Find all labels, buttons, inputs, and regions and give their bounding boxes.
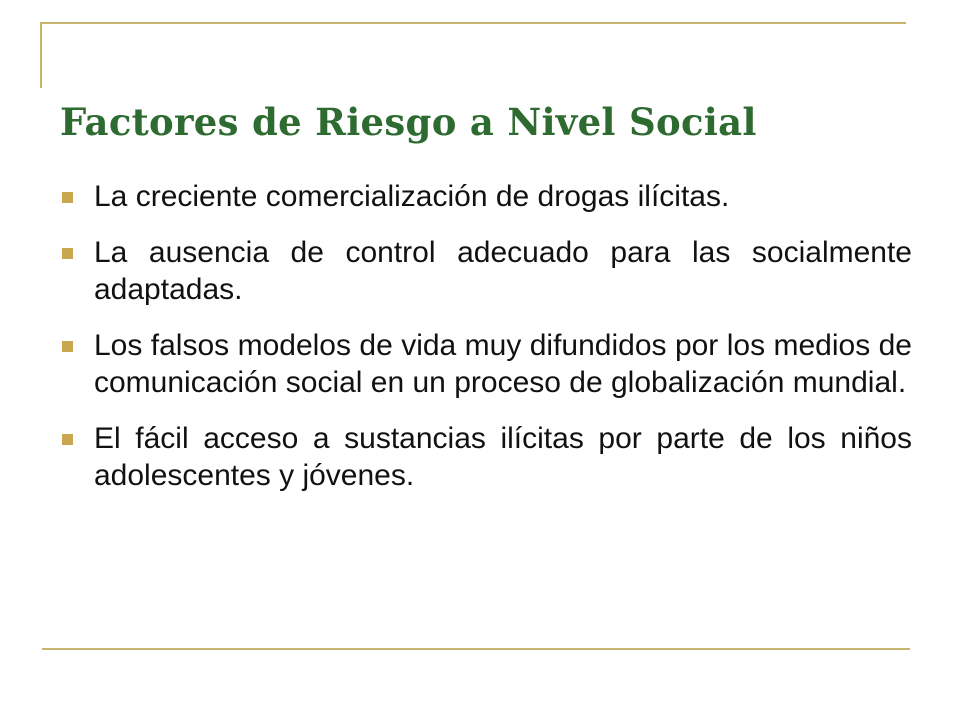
frame-bottom-line (42, 648, 910, 650)
square-bullet-icon (62, 434, 73, 445)
bullet-text: Los falsos modelos de vida muy difundidos por los medios de comunicación social en un proceso de globalización mundial. (94, 329, 912, 399)
bullet-text: La ausencia de control adecuado para las socialmente adaptadas. (94, 236, 912, 306)
frame-top-line (40, 22, 906, 24)
bullet-item (60, 420, 912, 494)
square-bullet-icon (62, 192, 73, 203)
bullet-item (60, 327, 912, 401)
square-bullet-icon (62, 248, 73, 259)
bullet-text: La creciente comercialización de drogas ilícitas. (94, 180, 730, 213)
square-bullet-icon (62, 341, 73, 352)
frame-left-line (40, 22, 42, 88)
bullet-item (60, 178, 912, 215)
bullet-item (60, 234, 912, 308)
slide-title: Factores de Riesgo a Nivel Social (60, 100, 757, 144)
bullet-list (60, 178, 912, 513)
bullet-text: El fácil acceso a sustancias ilícitas por parte de los niños adolescentes y jóvenes. (94, 422, 912, 492)
